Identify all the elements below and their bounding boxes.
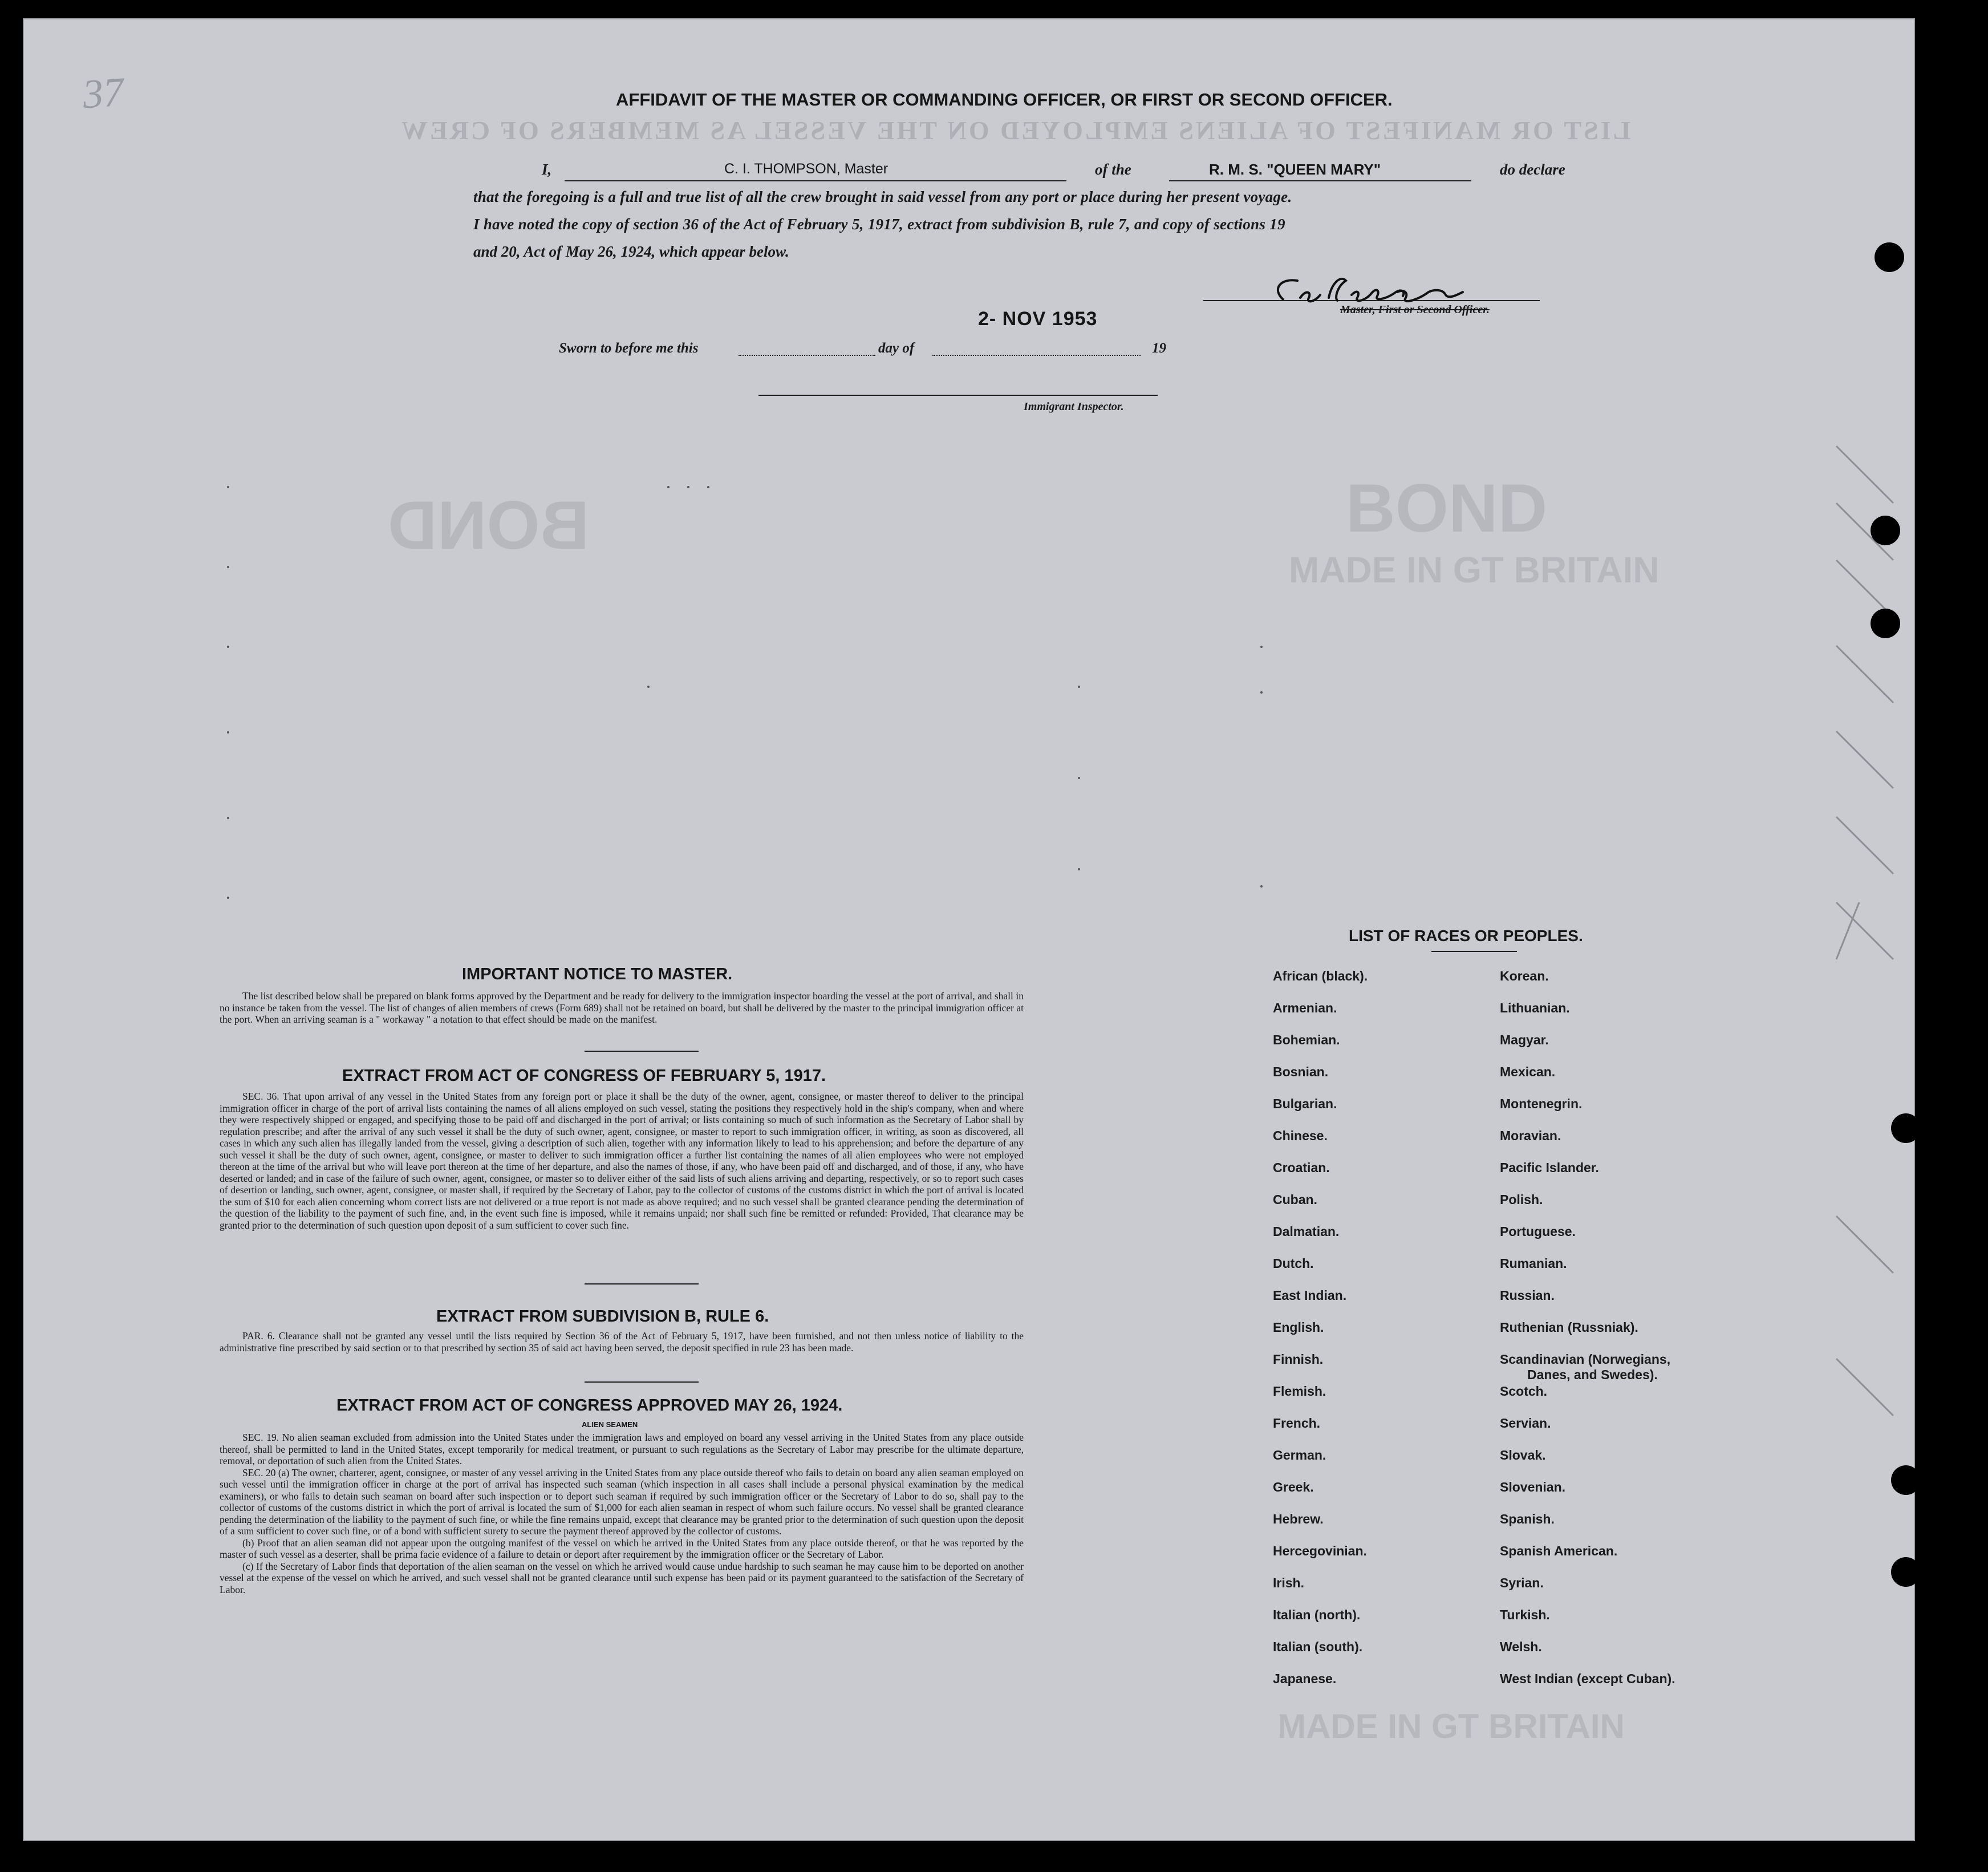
race-item: West Indian (except Cuban). (1500, 1671, 1675, 1686)
act-1924-sec20a: SEC. 20 (a) The owner, charterer, agent, consignee, or master of any vessel arriving in the United States from any place outside thereof who fails to detain on board any alien seaman employed on such vessel until the immigration officer in charge at the port of arrival has inspected such seaman (which inspection in all cases shall include a personal physical examination by the medical examiners), or who fails to detain such seaman on board after such inspection or to deport such seaman if required by such immigration officer or the Secretary of Labor to do so, shall pay to the collector of customs of the customs district in which the port of arrival is located the sum of $1,000 for each alien seaman in respect of whom such failure occurs. No vessel shall be granted clearance pending the determination of the liability to the payment of such fine, or while the fine remains unpaid, except that clearance may be granted prior to the determination of such question upon the deposit of a sum sufficient to cover such fine, or of a bond with sufficient surety to secure the payment thereof approved by the collector of customs. (220, 1466, 1024, 1537)
race-item: Servian. (1500, 1416, 1551, 1431)
races-title: LIST OF RACES OR PEOPLES. (1349, 927, 1583, 945)
act-1917-divider (585, 1283, 699, 1285)
master-name: C. I. THOMPSON, Master (724, 161, 888, 177)
race-item: German. (1273, 1448, 1326, 1462)
race-item: East Indian. (1273, 1288, 1347, 1303)
dot (227, 486, 229, 488)
dot (227, 566, 229, 568)
race-item: Bohemian. (1273, 1032, 1340, 1047)
race-item: Italian (south). (1273, 1639, 1363, 1654)
race-item: Flemish. (1273, 1384, 1326, 1399)
race-item: Hercegovinian. (1273, 1543, 1367, 1558)
affidavit-line-3: I have noted the copy of section 36 of the Act of February 5, 1917, extract from subdivision B, rule 7, and copy of sections 19 (473, 216, 1285, 233)
affidavit-i-label: I, (542, 161, 552, 178)
binder-hole (1891, 1465, 1921, 1495)
dot (707, 486, 709, 488)
race-item: Rumanian. (1500, 1256, 1567, 1271)
affidavit-title: AFFIDAVIT OF THE MASTER OR COMMANDING OFFICER, OR FIRST OR SECOND OFFICER. (616, 90, 1393, 110)
affidavit-of-the: of the (1095, 161, 1131, 178)
race-item: Chinese. (1273, 1128, 1328, 1143)
vessel-name: R. M. S. "QUEEN MARY" (1209, 161, 1381, 178)
race-item: Croatian. (1273, 1160, 1330, 1175)
race-item: Welsh. (1500, 1639, 1542, 1654)
ghost-stamp-made-in-britain: MADE IN GT BRITAIN (1289, 549, 1660, 590)
race-item: Dutch. (1273, 1256, 1314, 1271)
race-item: Polish. (1500, 1192, 1543, 1207)
act-1924-text (220, 1432, 1024, 1595)
date-stamp: 2- NOV 1953 (978, 308, 1098, 330)
binder-hole (1871, 516, 1900, 545)
sworn-label: Sworn to before me this (559, 341, 699, 356)
race-item: Scandinavian (Norwegians, (1500, 1352, 1671, 1367)
race-item: Irish. (1273, 1575, 1304, 1590)
race-item: Greek. (1273, 1480, 1314, 1494)
act-1924-sec20c: (c) If the Secretary of Labor finds that deportation of the alien seaman on the vessel on which he arrived would cause undue hardship to such seaman he may cause him to be deported on another vessel at the expense of the vessel on which he arrived, and such vessel shall not be granted clearance until such expense has been paid or its payment guaranteed to the satisfaction of the Secretary of Labor. (220, 1560, 1024, 1595)
binder-hole (1891, 1113, 1921, 1143)
signature-caption: Master, First or Second Officer. (1340, 303, 1490, 316)
dot (1260, 885, 1263, 888)
race-item: Japanese. (1273, 1671, 1337, 1686)
act-1917-text (220, 1091, 1024, 1231)
dot (687, 486, 689, 488)
race-item: Bulgarian. (1273, 1096, 1337, 1111)
sworn-month-line (932, 355, 1141, 356)
race-item: Syrian. (1500, 1575, 1544, 1590)
race-item: Ruthenian (Russniak). (1500, 1320, 1638, 1335)
race-item: Pacific Islander. (1500, 1160, 1599, 1175)
binder-hole (1875, 242, 1904, 272)
inspector-caption: Immigrant Inspector. (1024, 400, 1124, 413)
race-item: French. (1273, 1416, 1321, 1431)
race-item: Spanish. (1500, 1512, 1555, 1526)
race-item: African (black). (1273, 969, 1368, 983)
rule-6-title: EXTRACT FROM SUBDIVISION B, RULE 6. (436, 1307, 769, 1326)
race-item: Dalmatian. (1273, 1224, 1340, 1239)
dot (1260, 691, 1263, 694)
dot (667, 486, 670, 488)
rule-6-divider (585, 1381, 699, 1383)
dot (1078, 777, 1080, 779)
binder-hole (1891, 1557, 1921, 1587)
affidavit-do-declare: do declare (1500, 161, 1565, 178)
affidavit-line-2: that the foregoing is a full and true list of all the crew brought in said vessel from any port or place during her present voyage. (473, 188, 1292, 205)
binder-hole (1871, 609, 1900, 638)
race-item: Armenian. (1273, 1000, 1337, 1015)
race-item: Lithuanian. (1500, 1000, 1570, 1015)
notice-divider (585, 1051, 699, 1052)
act-1924-subtitle: ALIEN SEAMEN (582, 1420, 638, 1429)
race-item: Moravian. (1500, 1128, 1561, 1143)
race-item: Mexican. (1500, 1064, 1556, 1079)
notice-paragraph: The list described below shall be prepared on blank forms approved by the Department and be ready for delivery to the immigration inspector boarding the vessel at the port of arrival, and shall in no instance be taken from the vessel. The list of changes of alien members of crews (Form 689) shall not be retained on board, but shall be delivered by the master to the principal immigration officer at the port. When an arriving seaman is a " workaway " a notation to that effect should be made on the manifest. (220, 990, 1024, 1025)
ghost-stamp-made-in-britain-bottom: MADE IN GT BRITAIN (1277, 1707, 1625, 1745)
act-1924-sec20b: (b) Proof that an alien seaman did not appear upon the outgoing manifest of the vessel on which he arrived in the United States from any place outside thereof, or that he was reported by the master of such vessel as a deserter, shall be prima facie evidence of a failure to detain or deport after requirement by the immigration officer or the Secretary of Labor. (220, 1537, 1024, 1560)
race-item: Russian. (1500, 1288, 1555, 1303)
rule-6-paragraph: PAR. 6. Clearance shall not be granted any vessel until the lists required by Section 36 of the Act of February 5, 1917, have been furnished, and not then unless notice of liability to the administrative fine prescribed by said section or to that prescribed by section 35 of said act having been served, the deposit specified in rule 23 has been made. (220, 1330, 1024, 1354)
race-item: Cuban. (1273, 1192, 1317, 1207)
affidavit-line-4: and 20, Act of May 26, 1924, which appear below. (473, 243, 789, 260)
race-item: Danes, and Swedes). (1527, 1367, 1658, 1382)
dot (1260, 646, 1263, 648)
races-title-underline (1431, 951, 1517, 952)
notice-text (220, 990, 1024, 1026)
race-item: Magyar. (1500, 1032, 1549, 1047)
race-item: Slovenian. (1500, 1480, 1566, 1494)
dot (227, 731, 229, 734)
sheet-number: 37 (81, 68, 125, 117)
ghost-manifest-title: LIST OR MANIFEST OF ALIENS EMPLOYED ON THE VESSEL AS MEMBERS OF CREW (399, 116, 1631, 145)
document-page (23, 18, 1915, 1841)
dot (227, 897, 229, 899)
race-item: Scotch. (1500, 1384, 1548, 1399)
race-item: Slovak. (1500, 1448, 1546, 1462)
race-item: Italian (north). (1273, 1607, 1361, 1622)
sworn-day-line (739, 355, 875, 356)
race-item: Turkish. (1500, 1607, 1550, 1622)
edge-tick-marks (1825, 104, 1910, 1758)
dot (1078, 686, 1080, 688)
race-item: Bosnian. (1273, 1064, 1329, 1079)
inspector-signature-line (758, 395, 1158, 396)
act-1924-sec19: SEC. 19. No alien seaman excluded from admission into the United States under the immigration laws and employed on board any vessel arriving in the United States from any place outside thereof, shall be permitted to land in the United States, except temporarily for medical treatment, or pursuant to such regulations as the Secretary of Labor may prescribe for the ultimate departure, removal, or deportation of such alien from the United States. (220, 1432, 1024, 1466)
race-item: Korean. (1500, 969, 1549, 983)
act-1917-paragraph: SEC. 36. That upon arrival of any vessel in the United States from any foreign port or place it shall be the duty of the owner, agent, consignee, or master thereof to deliver to the principal immigration officer in charge of the port of arrival lists containing the names of all aliens employed on such vessel, stating the positions they respectively hold in the ship's company, when and where they were respectively shipped or engaged, and specifying those to be paid off and discharged in the port of arrival; or lists containing so much of such information as the Secretary of Labor shall by regulation prescribe; and after the arrival of any such vessel it shall be the duty of such owner, agent, consignee, or master to report to such immigration officer, in writing, as soon as discovered, all cases in which any such alien has illegally landed from the vessel, giving a description of such alien, together with any information likely to lead to his apprehension; and before the departure of any such vessel it shall be the duty of such owner, agent, consignee, or master to deliver to such immigration officer a further list containing the names of all alien employees who were not employed thereon at the time of the arrival but who will leave port thereon at the time of her departure, and also the names of those, if any, who have been paid off and discharged, and of those, if any, who have deserted or landed; and in case of the failure of such owner, agent, consignee, or master so to deliver either of the said lists of such aliens arriving and departing, respectively, or so to report such cases of desertion or landing, such owner, agent, consignee, or master shall, if required by the Secretary of Labor, pay to the collector of customs of the customs district in which the port of arrival is located the sum of $10 for each alien concerning whom correct lists are not delivered or a true report is not made as above required; and no such vessel shall be granted clearance pending the determination of the question of the liability to the payment of such fine, and, in the event such fine is imposed, while it remains unpaid; nor shall such fine be remitted or refunded: Provided, That clearance may be granted prior to the determination of such question upon deposit of a sum sufficient to cover such fine. (220, 1091, 1024, 1231)
ghost-stamp-bond-left: BOND (388, 487, 590, 564)
race-item: Hebrew. (1273, 1512, 1324, 1526)
race-item: Spanish American. (1500, 1543, 1618, 1558)
dot (227, 817, 229, 819)
act-1917-title: EXTRACT FROM ACT OF CONGRESS OF FEBRUARY 5, 1917. (342, 1067, 826, 1085)
dot (1078, 868, 1080, 870)
races-column-1 (1273, 969, 1368, 1703)
dot (647, 686, 650, 688)
races-column-2 (1500, 969, 1675, 1703)
master-signature (1198, 266, 1551, 329)
ghost-stamp-bond-right: BOND (1346, 470, 1548, 546)
rule-6-text (220, 1330, 1024, 1354)
notice-title: IMPORTANT NOTICE TO MASTER. (462, 965, 733, 983)
dot (227, 646, 229, 648)
year-label: 19 (1152, 341, 1166, 356)
race-item: Portuguese. (1500, 1224, 1576, 1239)
act-1924-title: EXTRACT FROM ACT OF CONGRESS APPROVED MAY 26, 1924. (336, 1396, 843, 1415)
race-item: Finnish. (1273, 1352, 1324, 1367)
race-item: English. (1273, 1320, 1324, 1335)
day-of-label: day of (878, 341, 915, 356)
race-item: Montenegrin. (1500, 1096, 1583, 1111)
